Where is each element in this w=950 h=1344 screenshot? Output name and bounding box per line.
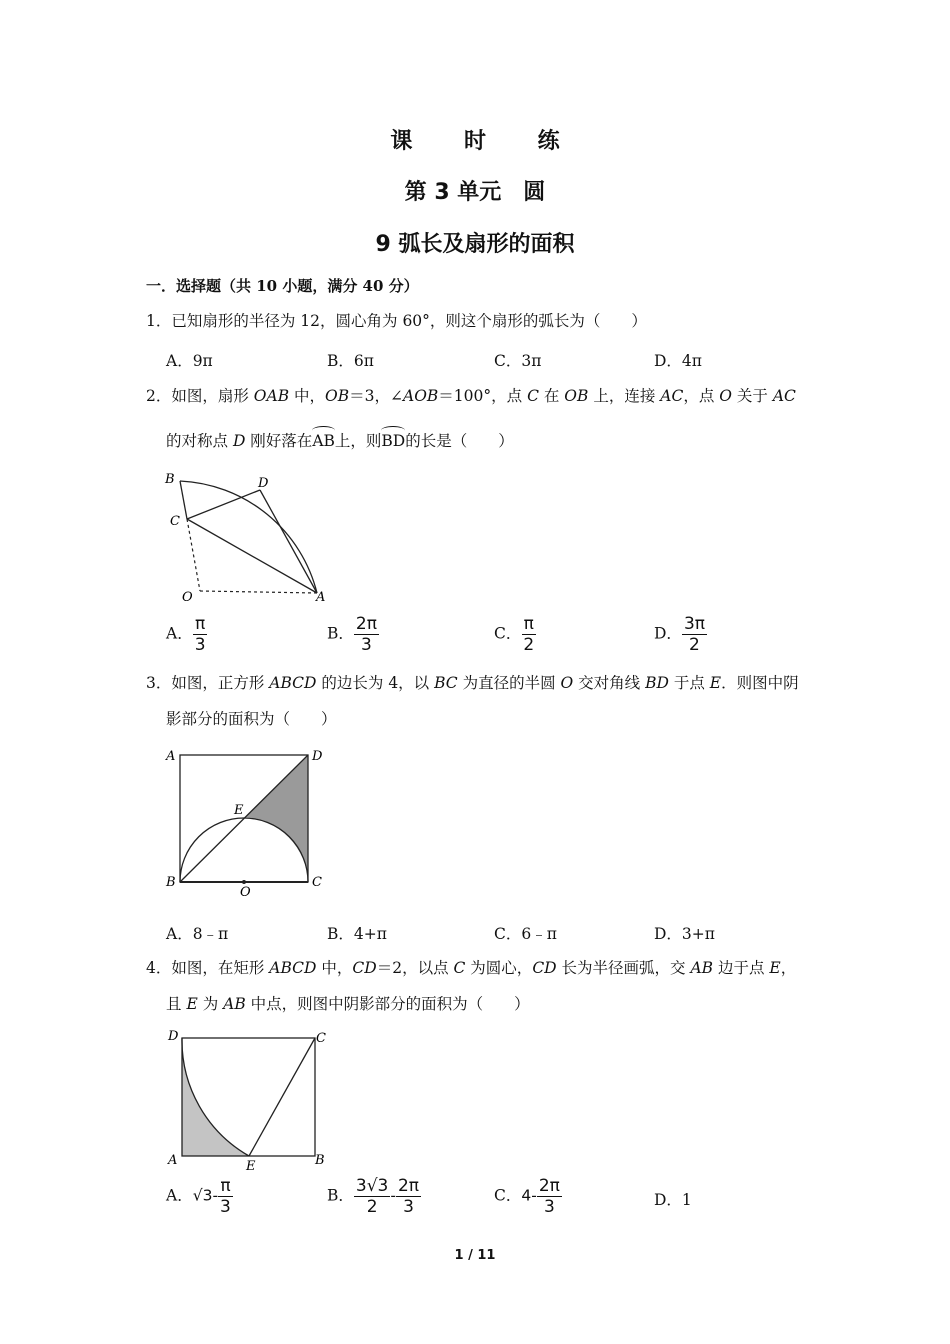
q2-label-o: O — [182, 590, 193, 605]
q1-option-b: B．6π — [327, 352, 374, 370]
q4-label-b: B — [315, 1153, 325, 1168]
question-4-line-2: 且 E 为 AB 中点，则图中阴影部分的面积为（ ） — [166, 995, 530, 1013]
q1-option-a: A．9π — [166, 352, 213, 370]
q3-label-d: D — [312, 749, 323, 764]
question-3-line-2: 影部分的面积为（ ） — [166, 710, 337, 728]
q4-option-c: C．4- $\frac{2\pi}{3}$ — [494, 1176, 560, 1217]
q2-option-b: B． $\frac{2\pi}{3}$ — [327, 614, 377, 655]
q1-option-d: D．4π — [654, 352, 702, 370]
q3-option-a: A．8﹣π — [166, 925, 229, 943]
q2-label-d: D — [258, 476, 269, 491]
q3-label-o: O — [240, 885, 251, 900]
q4-label-d: D — [168, 1029, 179, 1044]
q2-label-a: A — [316, 590, 326, 605]
q3-figure — [160, 740, 340, 900]
q2-label-b: B — [165, 472, 175, 487]
q4-option-b: B． $\frac{3√3}{2}$ - $\frac{2\pi}{3}$ — [327, 1176, 420, 1217]
q3-option-b: B．4+π — [327, 925, 387, 943]
question-2-line-1: 2．如图，扇形 OAB 中，OB＝3，∠AOB＝100°，点 C 在 OB 上，连接 AC，点 O 关于 AC — [146, 387, 796, 405]
q2-label-c: C — [170, 514, 180, 529]
q3-label-e: E — [234, 803, 244, 818]
section-heading: 一．选择题（共 10 小题，满分 40 分） — [146, 277, 419, 295]
unit-title: 第 3 单元 圆 — [404, 180, 546, 205]
q2-figure — [160, 465, 340, 610]
q3-label-b: B — [166, 875, 176, 890]
q3-option-d: D．3+π — [654, 925, 715, 943]
q4-option-a: A．√3- $\frac{\pi}{3}$ — [166, 1176, 231, 1217]
q2-option-a: A． $\frac{\pi}{3}$ — [166, 614, 206, 655]
q3-option-c: C．6﹣π — [494, 925, 557, 943]
page-number: 1 / 11 — [454, 1248, 496, 1263]
q4-label-c: C — [316, 1031, 326, 1046]
question-3-line-1: 3．如图，正方形 ABCD 的边长为 4，以 BC 为直径的半圆 O 交对角线 BD 于点 E．则图中阴 — [146, 674, 799, 692]
q4-option-d: D．1 — [654, 1191, 692, 1209]
q2-option-c: C． $\frac{\pi}{2}$ — [494, 614, 535, 655]
question-1-text: 1．已知扇形的半径为 12，圆心角为 60°，则这个扇形的弧长为（ ） — [146, 312, 647, 330]
q4-label-a: A — [168, 1153, 178, 1168]
arc-ab: AB — [312, 432, 335, 450]
question-4-line-1: 4．如图，在矩形 ABCD 中，CD＝2，以点 C 为圆心，CD 长为半径画弧，交 AB 边于点 E， — [146, 959, 797, 977]
arc-bd: BD — [381, 432, 406, 450]
q4-figure — [160, 1022, 340, 1174]
question-2-line-2: 的对称点 D 刚好落在AB上，则BD的长是（ ） — [166, 432, 514, 450]
q2-option-d: D． $\frac{3\pi}{2}$ — [654, 614, 705, 655]
q3-label-c: C — [312, 875, 322, 890]
q1-option-c: C．3π — [494, 352, 542, 370]
lesson-title: 9 弧长及扇形的面积 — [375, 232, 575, 257]
q4-label-e: E — [246, 1159, 256, 1174]
q3-label-a: A — [166, 749, 176, 764]
worksheet-title: 课 时 练 — [390, 129, 582, 154]
